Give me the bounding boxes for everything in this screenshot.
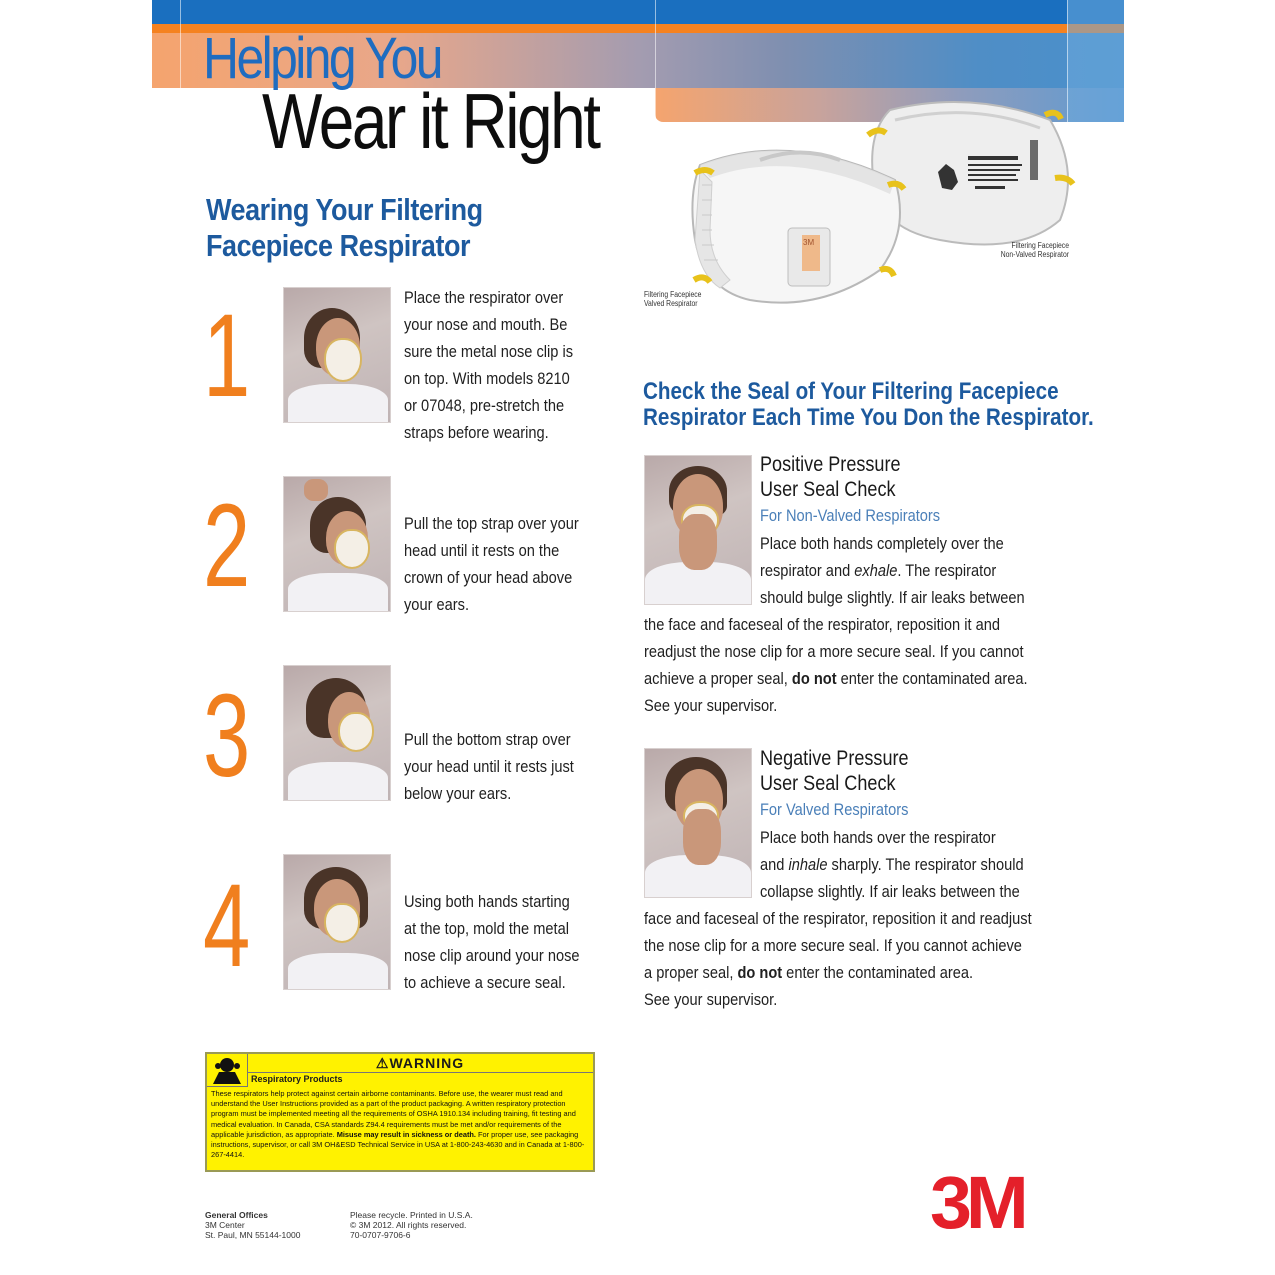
positive-line: Place both hands completely over the [760,534,1004,553]
footer-line: St. Paul, MN 55144-1000 [205,1230,301,1240]
caption-line: Non-Valved Respirator [1000,250,1069,259]
step-3-photo [283,665,391,801]
warning-subtitle: Respiratory Products [251,1074,343,1084]
step-4-text [404,888,580,996]
positive-line: should bulge slightly. If air leaks between [760,588,1025,607]
step-line: to achieve a secure seal. [404,973,566,992]
positive-line: the face and faceseal of the respirator, reposition it and [644,615,1000,634]
title-line: Negative Pressure [760,747,909,770]
title-line: User Seal Check [760,772,896,795]
footer-general-offices [205,1210,300,1240]
warning-label [205,1052,595,1172]
negative-pressure-title [760,746,909,796]
step-line: Pull the bottom strap over [404,730,571,749]
step-line: crown of your head above [404,568,573,587]
step-line: on top. With models 8210 [404,369,570,388]
footer-line: General Offices [205,1210,268,1220]
footer-line: 70-0707-9706-6 [350,1230,411,1240]
positive-line: readjust the nose clip for a more secure seal. If you cannot [644,642,1024,661]
positive-line: respirator and exhale. The respirator [760,561,997,580]
step-line: Using both hands starting [404,892,570,911]
step-line: your nose and mouth. Be [404,315,568,334]
positive-pressure-photo [644,455,752,605]
valved-respirator-caption [644,290,701,308]
negative-line: Place both hands over the respirator [760,828,996,847]
wearing-heading [206,192,483,264]
step-line: your ears. [404,595,470,614]
step-3-text [404,726,574,807]
warning-body: These respirators help protect against certain airborne contaminants. Before use, the wearer must read and understand the User Instructions provided as a part of the product packaging. A written respiratory protection program must be implemented meeting all the requirements of OSHA 1910.134 including training, fit testing and medical evaluation. In Canada, CSA standards Z94.4 requirements must be met and/or requirements of the applicable jurisdiction, as appropriate. Misuse may result in sickness or death. For proper use, see packaging instructions, supervisor, or call 3M OH&ESD Technical Service in USA at 1-800-243-4630 and in Canada at 1-800-267-4414. [211,1089,585,1160]
3m-logo: 3M [930,1161,1023,1244]
step-number-4: 4 [203,860,251,992]
warning-title: ⚠WARNING [247,1054,593,1073]
wearing-heading-line1: Wearing Your Filtering [206,192,483,227]
negative-line: See your supervisor. [644,990,778,1009]
footer-print-info [350,1210,473,1240]
step-line: or 07048, pre-stretch the [404,396,565,415]
footer-line: Please recycle. Printed in U.S.A. [350,1210,473,1220]
step-1-text [404,284,573,446]
step-number-2: 2 [203,480,251,612]
seal-check-heading [643,379,1094,431]
positive-line: See your supervisor. [644,696,778,715]
respirators-illustration-icon [640,90,1080,320]
seal-check-heading-line1: Check the Seal of Your Filtering Facepiece [643,378,1059,405]
positive-line: achieve a proper seal, do not enter the contaminated area. [644,669,1028,688]
footer-line: © 3M 2012. All rights reserved. [350,1220,467,1230]
step-line: nose clip around your nose [404,946,580,965]
positive-pressure-title [760,452,901,502]
negative-line: collapse slightly. If air leaks between the [760,882,1020,901]
caption-line: Valved Respirator [644,299,698,308]
negative-line: a proper seal, do not enter the contaminated area. [644,963,974,982]
caption-line: Filtering Facepiece [644,290,702,299]
step-line: your head until it rests just [404,757,574,776]
step-4-photo [283,854,391,990]
positive-pressure-subtitle: For Non-Valved Respirators [760,506,941,525]
step-line: Pull the top strap over your [404,514,579,533]
step-number-1: 1 [203,290,251,422]
header-band-blue [152,0,1124,24]
warning-triangle-icon: ⚠ [375,1055,390,1071]
negative-line: and inhale sharply. The respirator should [760,855,1024,874]
step-line: straps before wearing. [404,423,549,442]
step-number-3: 3 [203,670,251,802]
title-line: Positive Pressure [760,453,901,476]
caption-line: Filtering Facepiece [1011,241,1069,250]
title-wear-it-right: Wear it Right [262,77,599,165]
step-line: below your ears. [404,784,512,803]
svg-text:3M: 3M [803,238,815,247]
header-divider [180,0,181,122]
health-hazard-icon [207,1054,248,1087]
negative-line: the nose clip for a more secure seal. If you cannot achieve [644,936,1022,955]
nonvalved-respirator-caption [999,241,1069,259]
respirator-product-image [640,90,1080,320]
step-line: at the top, mold the metal [404,919,569,938]
step-line: Place the respirator over [404,288,564,307]
step-line: sure the metal nose clip is [404,342,574,361]
step-line: head until it rests on the [404,541,560,560]
negative-pressure-photo [644,748,752,898]
seal-check-heading-line2: Respirator Each Time You Don the Respirator. [643,404,1094,431]
negative-line: face and faceseal of the respirator, reposition it and readjust [644,909,1032,928]
step-2-photo [283,476,391,612]
wearing-heading-line2: Facepiece Respirator [206,228,471,263]
footer-line: 3M Center [205,1220,245,1230]
step-2-text [404,510,579,618]
negative-pressure-subtitle: For Valved Respirators [760,800,909,819]
step-1-photo [283,287,391,423]
title-helping-you: Helping You [203,26,441,91]
title-line: User Seal Check [760,478,896,501]
